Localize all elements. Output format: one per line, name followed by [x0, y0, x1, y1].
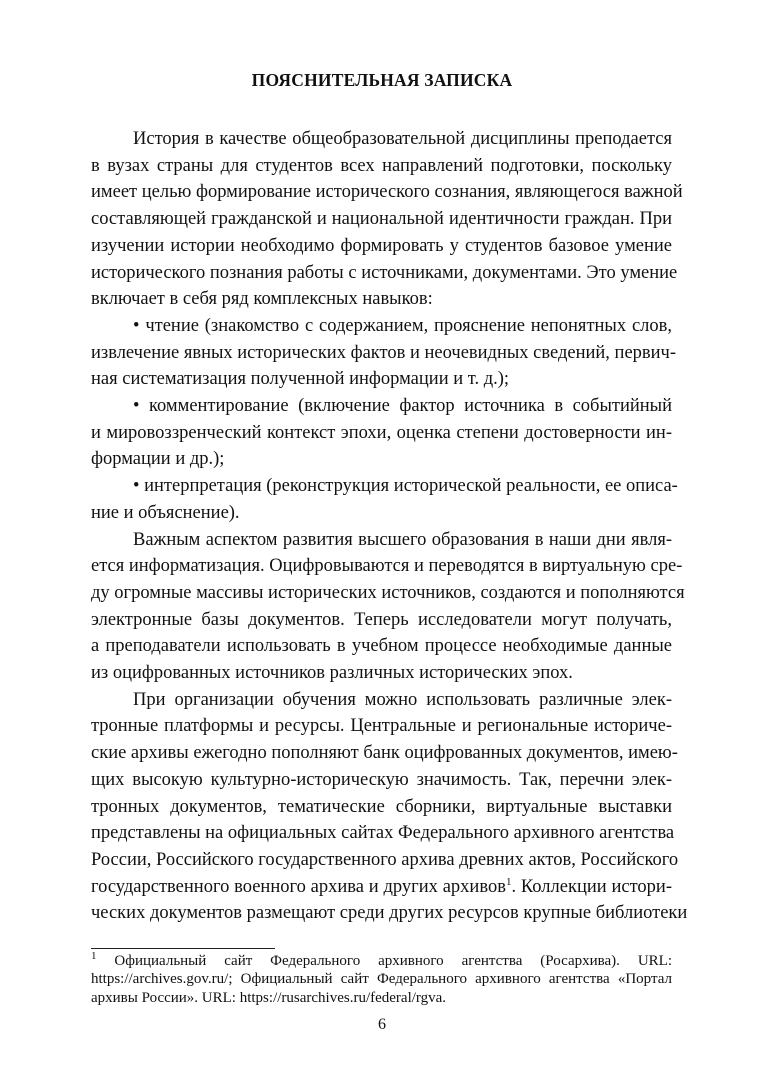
text-line: России, Российского государственного архива древних актов, Российского: [91, 849, 679, 870]
text-line: исторического познания работы с источниками, документами. Это умение: [91, 262, 678, 283]
list-item-reading: [91, 313, 676, 393]
text-line: в вузах страны для студентов всех направлений подготовки, поскольку: [91, 155, 672, 176]
text-line: ная систематизация полученной информации и т. д.);: [91, 369, 510, 390]
list-item-interpretation: [91, 473, 678, 526]
text-line: изучении истории необходимо формировать у студентов базовое умение: [91, 235, 672, 256]
text-fragment: государственного военного архива и других архивов: [91, 876, 506, 897]
text-line: ские архивы ежегодно пополняют банк оцифрованных документов, имею-: [91, 743, 678, 764]
list-item-commenting: [91, 393, 672, 473]
text-line: включает в себя ряд комплексных навыков:: [91, 289, 433, 310]
text-line: • чтение (знакомство с содержанием, прояснение непонятных слов,: [133, 315, 672, 336]
text-line: ческих документов размещают среди других ресурсов крупные библиотеки: [91, 903, 688, 924]
text-line: извлечение явных исторических фактов и неочевидных сведений, первич-: [91, 342, 676, 363]
text-line: Важным аспектом развития высшего образования в наши дни явля-: [133, 529, 672, 550]
text-line: составляющей гражданской и национальной идентичности граждан. При: [91, 209, 672, 230]
paragraph-informatization: [91, 527, 685, 687]
text-line: • комментирование (включение фактор источника в событийный: [133, 396, 672, 417]
text-line: ется информатизация. Оцифровываются и переводятся в виртуальную сре-: [91, 556, 683, 577]
text-line: тронные платформы и ресурсы. Центральные и региональные историче-: [91, 716, 672, 737]
text-line: а преподаватели использовать в учебном процессе необходимые данные: [91, 636, 672, 657]
footnote-text: Официальный сайт Федерального архивного агентства (Росархива). URL: https://archives.gov.ru/; Официальный сайт Федерального архивного агентства «Портал архивы России». URL: https://rusarchives.ru/federal/rgva.: [91, 953, 672, 1006]
text-line: При организации обучения можно использовать различные элек-: [133, 689, 672, 710]
text-line-with-footnote: [91, 874, 672, 901]
text-line: имеет целью формирование исторического сознания, являющегося важной: [91, 182, 683, 203]
text-line: щих высокую культурно-историческую значимость. Так, перечни элек-: [91, 769, 672, 790]
text-line: из оцифрованных источников различных исторических эпох.: [91, 663, 573, 684]
text-line: формации и др.);: [91, 449, 225, 470]
page-number: 6: [378, 1016, 386, 1033]
text-line: представлены на официальных сайтах Федерального архивного агентства: [91, 823, 675, 844]
footnote-marker: 1: [91, 950, 97, 962]
paragraph-intro: [91, 126, 683, 313]
footnote: [91, 952, 672, 1007]
text-line: ние и объяснение).: [91, 502, 240, 523]
text-line: и мировоззренческий контекст эпохи, оценка степени достоверности ин-: [91, 422, 672, 443]
text-line: тронных документов, тематические сборники, виртуальные выставки: [91, 796, 672, 817]
text-fragment: . Коллекции истори-: [511, 876, 672, 897]
text-line: ду огромные массивы исторических источников, создаются и пополняются: [91, 582, 685, 603]
body-text: [91, 126, 688, 927]
footnote-ref[interactable]: 1: [505, 875, 512, 888]
paragraph-platforms: [91, 687, 688, 927]
page-title: ПОЯСНИТЕЛЬНАЯ ЗАПИСКА: [251, 70, 513, 90]
footnote-divider: [91, 948, 275, 949]
text-line: История в качестве общеобразовательной дисциплины преподается: [133, 129, 672, 149]
text-line: • интерпретация (реконструкция исторической реальности, ее описа-: [133, 476, 678, 497]
text-line: электронные базы документов. Теперь исследователи могут получать,: [91, 609, 672, 630]
